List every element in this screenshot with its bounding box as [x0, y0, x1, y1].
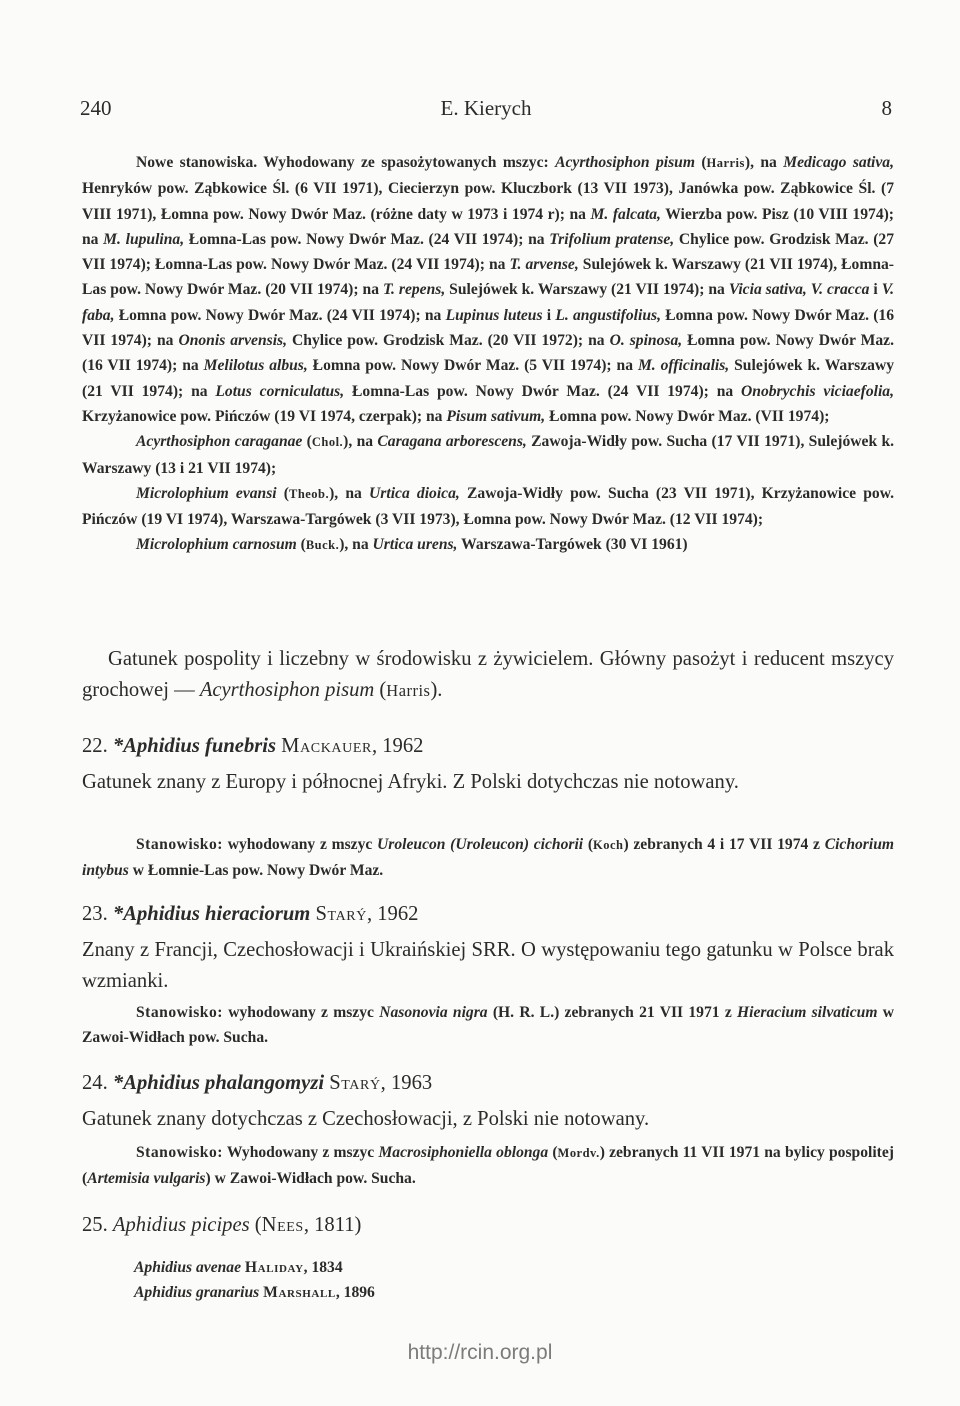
section-number: 8	[881, 96, 892, 120]
running-title: E. Kierych	[440, 96, 532, 120]
synonym-1: Aphidius avenae Haliday, 1834	[134, 1259, 343, 1276]
species-22-heading: 22. *Aphidius funebris Mackauer, 1962	[82, 735, 424, 757]
synonym-2: Aphidius granarius Marshall, 1896	[134, 1284, 375, 1301]
page-header	[80, 96, 892, 121]
caraganae-paragraph: Acyrthosiphon caraganae (Chol.), na Caragana arborescens, Zawoja-Widły pow. Sucha (17 VII 1971), Sulejówek k. Warszawy (13 i 21 VII 1974);	[82, 433, 895, 477]
page-number: 240	[80, 96, 112, 120]
summary-paragraph: Gatunek pospolity i liczebny w środowisku z żywicielem. Główny pasożyt i reducent mszycy grochowej — Acyrthosiphon pisum (Harris).	[82, 648, 894, 701]
species-24-description: Gatunek znany dotychczas z Czechosłowacji, z Polski nie notowany.	[82, 1108, 650, 1130]
species-23-description: Znany z Francji, Czechosłowacji i Ukraińskiej SRR. O występowaniu tego gatunku w Polsce brak wzmianki.	[82, 939, 894, 992]
species-24-heading: 24. *Aphidius phalangomyzi Starý, 1963	[82, 1072, 433, 1094]
evansi-paragraph: Microlophium evansi (Theob.), na Urtica dioica, Zawoja-Widły pow. Sucha (23 VII 1971), Krzyżanowice pow. Pińczów (19 VI 1974), Warszawa-Targówek (3 VII 1973), Łomna pow. Nowy Dwór Maz. (12 VII 1974);	[82, 484, 895, 529]
localities-block	[82, 150, 894, 559]
species-22-station: Stanowisko: wyhodowany z mszyc Uroleucon (Uroleucon) cichorii (Koch) zebranych 4 i 17 VII 1974 z Cichorium intybus w Łomnie-Las pow. Nowy Dwór Maz.	[82, 836, 895, 880]
carnosum-paragraph: Microlophium carnosum (Buck.), na Urtica urens, Warszawa-Targówek (30 VI 1961)	[136, 536, 688, 554]
localities-paragraph: Nowe stanowiska. Wyhodowany ze spasożytowanych mszyc: Acyrthosiphon pisum (Harris), na Medicago sativa, Henryków pow. Ząbkowice Śl. (6 VII 1971), Ciecierzyn pow. Kluczbork (13 VII 1973), Janówka pow. Ząbkowice Śl. (7 VIII 1971), Łomna pow. Nowy Dwór Maz. (różne daty w 1973 i 1974 r); na M. falcata, Wierzba pow. Pisz (10 VIII 1974); na M. lupulina, Łomna-Las pow. Nowy Dwór Maz. (24 VII 1974); na Trifolium pratense, Chylice pow. Grodzisk Maz. (27 VII 1974); Łomna-Las pow. Nowy Dwór Maz. (24 VII 1974); na T. arvense, Sulejówek k. Warszawy (21 VII 1974), Łomna-Las pow. Nowy Dwór Maz. (20 VII 1974); na T. repens, Sulejówek k. Warszawy (21 VII 1974); na Vicia sativa, V. cracca i V. faba, Łomna pow. Nowy Dwór Maz. (24 VII 1974); na Lupinus luteus i L. angustifolius, Łomna pow. Nowy Dwór Maz. (16 VII 1974); na Ononis arvensis, Chylice pow. Grodzisk Maz. (20 VII 1972); na O. spinosa, Łomna pow. Nowy Dwór Maz. (16 VII 1974); na Melilotus albus, Łomna pow. Nowy Dwór Maz. (5 VII 1974); na M. officinalis, Sulejówek k. Warszawy (21 VII 1974); na Lotus corniculatus, Łomna-Las pow. Nowy Dwór Maz. (24 VII 1974); na Onobrychis viciaefolia, Krzyżanowice pow. Pińczów (19 VI 1974, czerpak); na Pisum sativum, Łomna pow. Nowy Dwór Maz. (VII 1974);	[82, 154, 895, 425]
footer-url: http://rcin.org.pl	[407, 1341, 553, 1364]
species-25-heading: 25. Aphidius picipes (Nees, 1811)	[82, 1214, 362, 1236]
species-24-station: Stanowisko: Wyhodowany z mszyc Macrosiphoniella oblonga (Mordv.) zebranych 11 VII 1971 na bylicy pospolitej (Artemisia vulgaris) w Zawoi-Widłach pow. Sucha.	[82, 1144, 894, 1188]
species-23-heading: 23. *Aphidius hieraciorum Starý, 1962	[82, 903, 419, 925]
species-23-station: Stanowisko: wyhodowany z mszyc Nasonovia nigra (H. R. L.) zebranych 21 VII 1971 z Hieracium silvaticum w Zawoi-Widłach pow. Sucha.	[82, 1004, 894, 1047]
species-22-description: Gatunek znany z Europy i północnej Afryki. Z Polski dotychczas nie notowany.	[82, 771, 739, 793]
